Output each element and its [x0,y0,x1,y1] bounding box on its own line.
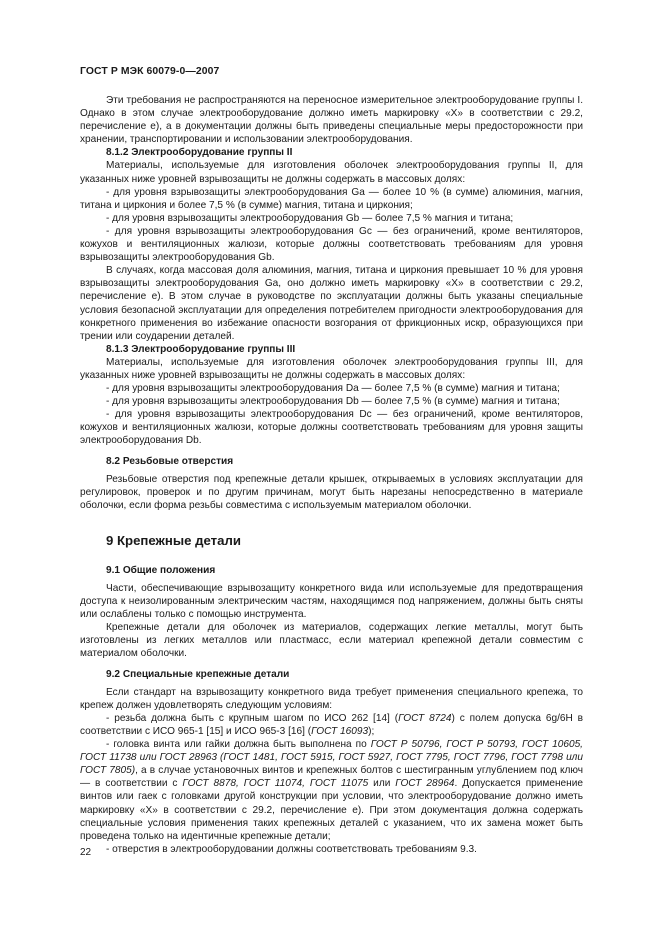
document-header: ГОСТ Р МЭК 60079-0—2007 [80,66,220,77]
text-run: . Допускается применение винтов или гаек с головками другой конструкции при условии, что электрооборудование должно иметь маркировку «Х» в соответствии с 29.2, перечисление е). При этом документация должна содержать специальные условия применения таких крепежных деталей с указанием, что их замена может быть проведена только на идентичные крепежные детали; [80,778,583,842]
text-run: - головка винта или гайки должна быть выполнена по [106,739,371,751]
list-item: - для уровня взрывозащиты электрооборудования Gb — более 7,5 % магния и титана; [106,212,514,224]
document-body [80,94,583,856]
paragraph: В случаях, когда массовая доля алюминия, магния, титана и циркония превышает 10 % для уровня взрывозащиты электрооборудования Ga, оно должно иметь маркировку «Х» в соответствии с 29.2, перечисление е). В этом случае в руководстве по эксплуатации должны быть указаны специальные условия безопасной эксплуатации для определения потребителем пригодности электрооборудования для конкретного применения во избежание опасности возгорания от фрикционных искр, образующихся при трении или соударении деталей. [80,265,583,342]
text-run: - резьба должна быть с крупным шагом по ИСО 262 [14] ( [106,712,399,724]
list-item [80,712,583,738]
section-heading-8-1-2: 8.1.2 Электрооборудование группы II [106,147,293,159]
paragraph: Эти требования не распространяются на переносное измерительное электрооборудование группы I. Однако в этом случае электрооборудование должно иметь маркировку «Х» в соответствии с 29.2, перечисление е), а в документации должны быть приведены специальные меры предосторожности при хранении, транспортировании и использовании электрооборудования. [80,95,583,146]
page-number: 22 [80,847,92,858]
standard-ref: ГОСТ 16093 [311,725,369,737]
paragraph: Резьбовые отверстия под крепежные детали крышек, открываемых в условиях эксплуатации для регулировок, проверок и по другим причинам, могут быть нарезаны непосредственно в материале оболочки, если форма резьбы совместима с используемым материалом оболочки. [80,473,583,511]
list-item: - для уровня взрывозащиты электрооборудования Da — более 7,5 % (в сумме) магния и титана; [106,383,560,395]
paragraph: Крепежные детали для оболочек из материалов, содержащих легкие металлы, могут быть изготовлены из легких металлов или пластмасс, если материал крепежной детали совместим с материалом оболочки. [80,622,583,660]
section-heading-9-2: 9.2 Специальные крепежные детали [106,668,290,680]
standard-ref: ГОСТ 28964 [395,778,455,790]
text-run: ); [368,725,375,737]
paragraph: Если стандарт на взрывозащиту конкретного вида требует применения специального крепежа, то крепеж должен удовлетворять следующим условиям: [80,686,583,711]
paragraph: Части, обеспечивающие взрывозащиту конкретного вида или используемые для предотвращения доступа к неизолированным электрическим частям, находящимся под напряжением, должны быть сняты или ослаблены только с помощью инструмента. [80,583,583,621]
standard-ref: ГОСТ 8878, ГОСТ 11074, ГОСТ 11075 [182,778,369,790]
section-heading-9: 9 Крепежные детали [106,532,241,548]
list-item: - для уровня взрывозащиты электрооборудования Db — более 7,5 % (в сумме) магния и титана; [106,396,560,408]
list-item: - для уровня взрывозащиты электрооборудования Dc — без ограничений, кроме вентиляторов, кожухов и вентиляционных жалюзи, которые должны соответствовать требованиям для уровня защиты электрооборудования Db. [80,409,583,447]
standard-ref: ГОСТ Р 50796, ГОСТ Р 50793, ГОСТ 10605, ГОСТ 11738 или ГОСТ 28963 (ГОСТ 1481, ГОСТ 5915, ГОСТ 5927, ГОСТ 7795, ГОСТ 7796, ГОСТ 7798 или ГОСТ 7805) [80,739,583,777]
section-heading-8-1-3: 8.1.3 Электрооборудование группы III [106,343,296,355]
paragraph: Материалы, используемые для изготовления оболочек электрооборудования группы III, для указанных ниже уровней взрывозащиты не должны содержать в массовых долях: [80,356,583,381]
paragraph: Материалы, используемые для изготовления оболочек электрооборудования группы II, для указанных ниже уровней взрывозащиты не должны содержать в массовых долях: [80,160,583,185]
list-item: - для уровня взрывозащиты электрооборудования Ga — более 10 % (в сумме) алюминия, магния, титана и циркония и более 7,5 % (в сумме) магния, титана и циркония; [80,186,583,211]
list-item: - для уровня взрывозащиты электрооборудования Gc — без ограничений, кроме вентиляторов, кожухов и вентиляционных жалюзи, которые должны соответствовать требованиям для уровня взрывозащиты электрооборудования Gb. [80,225,583,264]
text-run: или [368,778,396,790]
list-item [80,738,583,843]
standard-ref: ГОСТ 8724 [398,712,452,724]
section-heading-8-2: 8.2 Резьбовые отверстия [106,455,234,467]
list-item: - отверстия в электрооборудовании должны соответствовать требованиям 9.3. [106,843,477,855]
section-heading-9-1: 9.1 Общие положения [106,564,216,576]
text-run: ) с полем допуска 6g/6H в соответствии с ИСО 965-1 [15] и ИСО 965-3 [16] ( [80,712,583,737]
text-run: , а в случае установочных винтов и крепежных болтов с шестигранным углублением под ключ — в соответствии с [80,765,583,790]
